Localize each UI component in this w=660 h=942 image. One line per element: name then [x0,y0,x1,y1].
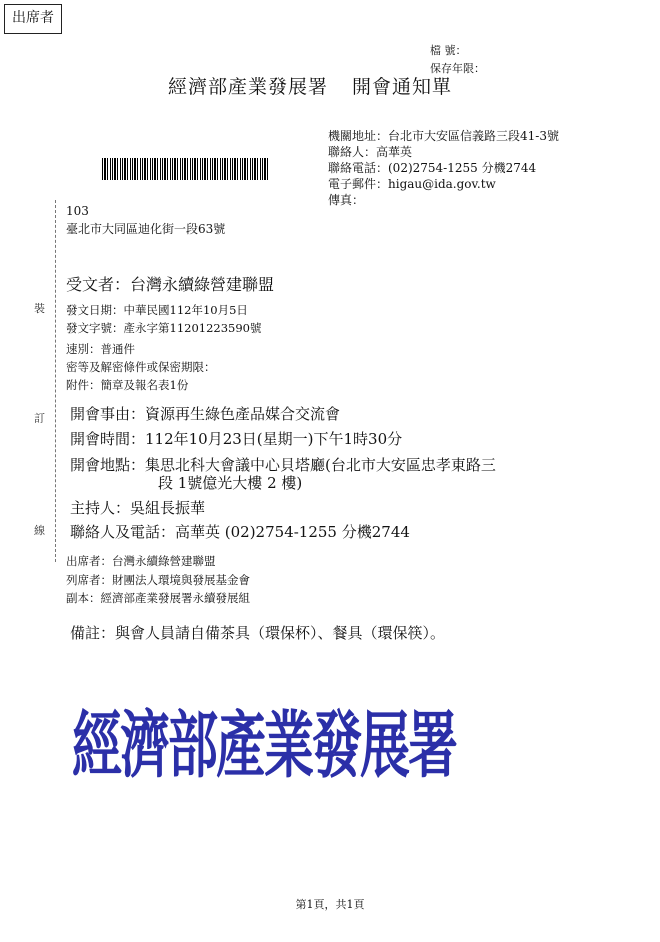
attachment: 附件：簡章及報名表1份 [66,378,189,392]
meeting-location-line2: 段 1號億光大樓 2 樓) [158,474,303,492]
delivery-speed: 速別：普通件 [66,342,135,356]
contact-phone: 聯絡電話：(02)2754-1255 分機2744 [328,161,537,175]
meeting-host: 主持人：吳組長振華 [70,499,206,517]
agency-seal-stamp: 經濟部產業發展署 [72,703,456,789]
attendees-present: 出席者：台灣永續綠營建聯盟 [66,554,216,568]
postal-code: 103 [66,204,89,218]
margin-mark-staple: 訂 [34,412,45,425]
meeting-time: 開會時間：112年10月23日(星期一)下午1時30分 [70,430,403,448]
margin-mark-line: 線 [34,524,45,537]
contact-person: 聯絡人：高華英 [328,145,413,159]
mailing-address: 臺北市大同區迪化街一段63號 [66,222,226,236]
contact-fax: 傳真： [328,193,365,207]
attendee-stamp-label: 出席者 [4,4,62,34]
recipient: 受文者：台灣永續綠營建聯盟 [66,275,275,294]
meeting-contact: 聯絡人及電話：高華英 (02)2754-1255 分機2744 [70,523,410,541]
remark: 備註：與會人員請自備茶具（環保杯）、餐具（環保筷）。 [70,624,446,642]
agency-address: 機關地址：台北市大安區信義路三段41-3號 [328,129,559,143]
secrecy-level: 密等及解密條件或保密期限： [66,360,216,374]
attendees-observers: 列席者：財團法人環境與發展基金會 [66,573,250,587]
margin-mark-bind: 裝 [34,302,45,315]
agency-name: 經濟部產業發展署 [168,76,329,98]
barcode [102,158,270,180]
contact-email: 電子郵件：higau@ida.gov.tw [328,177,496,191]
copy-recipient: 副本：經濟部產業發展署永續發展組 [66,591,250,605]
binding-margin-line [55,200,56,562]
page-number: 第1頁，共1頁 [295,898,365,911]
retention-period-label: 保存年限： [430,62,485,75]
meeting-location-line1: 開會地點：集思北科大會議中心貝塔廳(台北市大安區忠孝東路三 [70,456,496,474]
meeting-subject: 開會事由：資源再生綠色產品媒合交流會 [70,405,341,423]
issue-date: 發文日期：中華民國112年10月5日 [66,303,248,317]
document-title [168,72,452,99]
document-type: 開會通知單 [352,76,453,98]
document-number: 發文字號：產永字第11201223590號 [66,321,262,335]
file-number-label: 檔 號： [430,44,467,57]
